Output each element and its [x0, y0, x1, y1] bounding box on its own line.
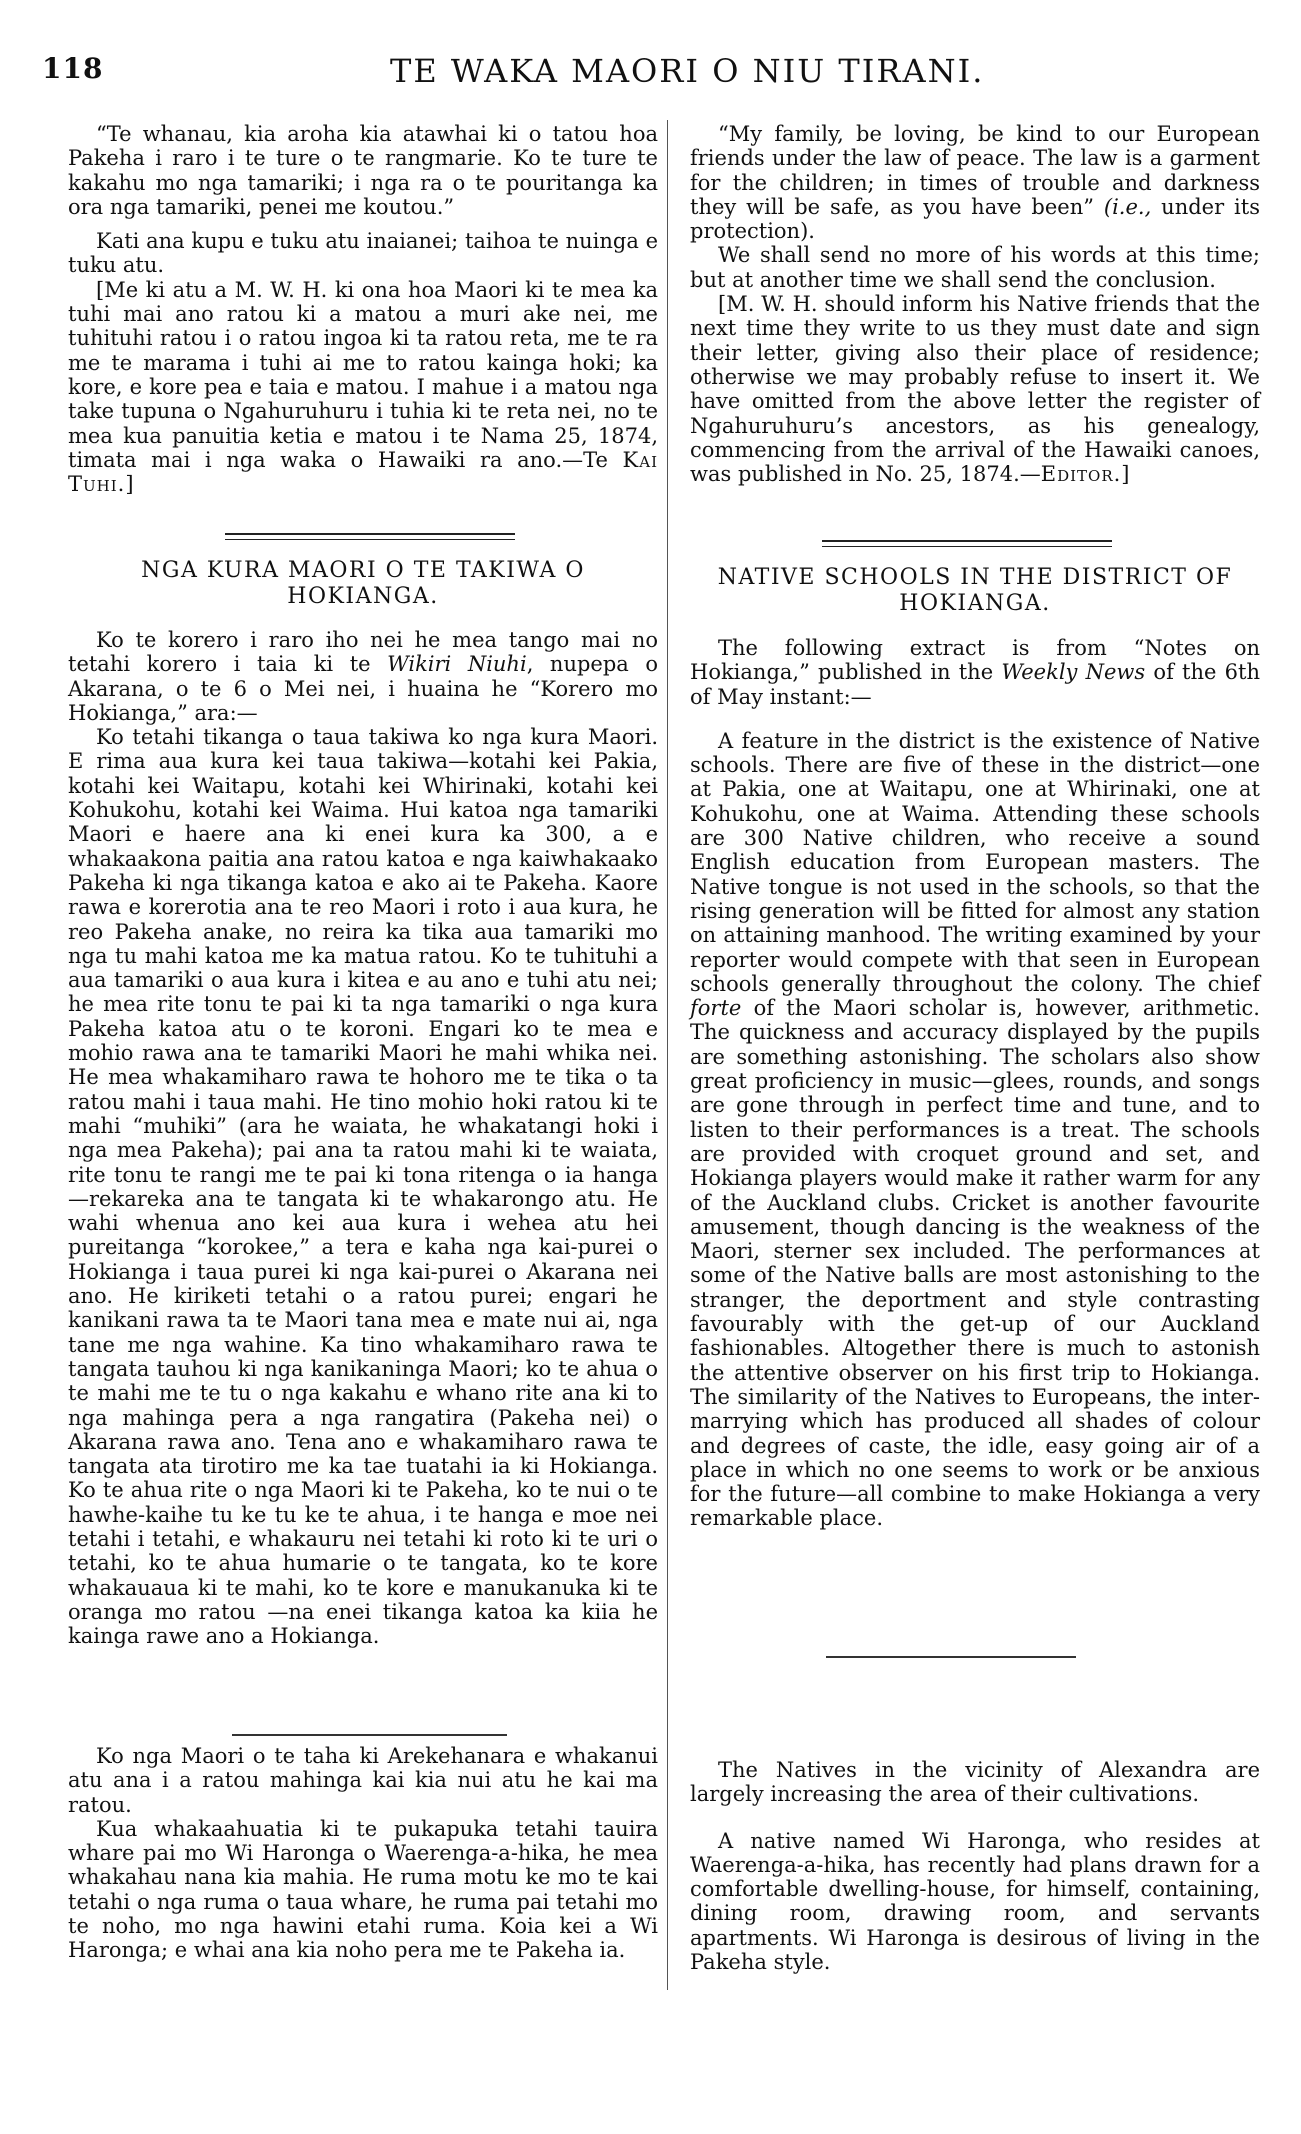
english-intro-text: The following extract is from “Notes on Hokianga,” published in the: [690, 636, 1260, 685]
maori-editor-note: [68, 278, 658, 497]
english-quote: [690, 122, 1260, 243]
english-intro-tail: of the 6th of May instant:—: [690, 660, 1260, 709]
maori-schools-article: [68, 628, 658, 1648]
english-quote-text: “My family, be loving, be kind to our European friends under the law of peace. The law is a garment for the children; in times of trouble and darkness they will be safe, as you have been”: [690, 122, 1260, 219]
english-send: We shall send no more of his words at this time; but at another time we shall send the conclusion.: [690, 243, 1260, 292]
maori-kati: Kati ana kupu e tuku atu inaianei; taihoa te nuinga e tuku atu.: [68, 229, 658, 278]
maori-editor-note-text: [Me ki atu a M. W. H. ki ona hoa Maori ki te mea ka tuhi mai ano ratou ki a matou a muri ake nei, me tuhituhi ratou i o ratou ingoa ki ta ratou reta, me te ra me te marama i tuhi ai me to ratou kainga hoki; ka kore, e kore pea e taia e matou. I mahue i a matou nga take tupuna o Ngahuruhuru i tuhia ki te reta nei, no te mea kua panuitia ketia e matou i te Nama 25, 1874, timata mai i nga waka o Hawaiki ra ano.—Te: [68, 277, 658, 472]
running-head: TE WAKA MAORI O NIU TIRANI.: [390, 52, 985, 90]
english-newspaper-name: Weekly News: [1001, 660, 1146, 685]
maori-haronga-item: Kua whakaahuatia ki te pukapuka tetahi tauira whare pai mo Wi Haronga o Waerenga-a-hika, he mea whakahau nana kia mahia. He ruma motu ke mo te kai tetahi o nga ruma o taua whare, he ruma pai tetahi mo te noho, mo nga hawini etahi ruma. Koia kei a Wi Haronga; e whai ana kia noho pera me te Pakeha ia.: [68, 1816, 658, 1963]
english-haronga-item: A native named Wi Haronga, who resides at Waerenga-a-hika, has recently had plans drawn for a comfortable dwelling-house, for himself, containing, dining room, drawing room, and servants apartments. Wi Haronga is desirous of living in the Pakeha style.: [690, 1828, 1260, 1975]
maori-quote: “Te whanau, kia aroha kia atawhai ki o tatou hoa Pakeha i raro i te ture o te rangmarie. Ko te ture te kakahu mo nga tamariki; i nga ra o te pouritanga ka ora nga tamariki, penei me koutou.”: [68, 122, 658, 219]
maori-editor-signature: Kai Tuhi.]: [68, 447, 658, 497]
maori-article-intro: [68, 628, 658, 725]
english-alexandra-item: The Natives in the vicinity of Alexandra are largely increasing the area of their cultivations.: [690, 1758, 1260, 1807]
english-body-tail: of the Maori scholar is, however, arithmetic. The quickness and accuracy displayed by the pupils are something astonishing. The scholars also show great proficiency in music—glees, rounds, and songs are gone through in perfect time and tune, and to listen to their performances is a treat. The schools are provided with croquet ground and set, and Hokianga players would make it rather warm for any of the Auckland clubs. Cricket is another favourite amusement, though dancing is the weakness of the Maori, sterner sex included. The performances at some of the Native balls are most astonishing to the stranger, the deportment and style contrasting favourably with the get-up of our Auckland fashionables. Altogether there is much to astonish the attentive observer on his first trip to Hokianga. The similarity of the Natives to Europeans, the inter-marrying which has produced all shades of colour and degrees of caste, the idle, easy going air of a place in which no one seems to work or be anxious for the future—all combine to make Hokianga a very remarkable place.: [690, 996, 1260, 1531]
maori-letter-conclusion: [68, 122, 658, 496]
english-article-intro: [690, 636, 1260, 709]
maori-alexandra-item: Ko nga Maori o te taha ki Arekehanara e whakanui atu ana i a ratou mahinga kai kia nui atu he kai ma ratou.: [68, 1744, 658, 1817]
maori-intro-tail: , nupepa o Akarana, o te 6 o Mei nei, i huaina he “Korero mo Hokianga,” ara:—: [68, 652, 658, 725]
maori-schools-heading: NGA KURA MAORI O TE TAKIWA O HOKIANGA.: [141, 558, 585, 609]
section-rule-right: [822, 540, 1112, 547]
native-schools-heading: NATIVE SCHOOLS IN THE DISTRICT OF HOKIANGA.: [717, 565, 1233, 616]
english-body-text: A feature in the district is the existence of Native schools. There are five of these in the district—one at Pakia, one at Waitapu, one at Whirinaki, one at Kohukohu, one at Waima. Attending these schools are 300 Native children, who receive a sound English education from European masters. The Native tongue is not used in the schools, so that the rising generation will be fitted for almost any station on attaining manhood. The writing examined by your reporter would compete with that seen in European schools generally throughout the colony. The chief: [690, 728, 1260, 996]
english-body-forte: forte: [690, 996, 742, 1021]
maori-short-news: [68, 1744, 658, 1963]
maori-newspaper-name: Wikiri Niuhi: [387, 652, 527, 677]
short-rule-left: [232, 1734, 507, 1736]
english-editor-note-text: [M. W. H. should inform his Native friends that the next time they write to us they must date and sign their letter, giving also their place of residence; otherwise we may probably refuse to insert it. We have omitted from the above letter the register of Ngahuruhuru’s ancestors, as his genealogy, commencing from the arrival of the Hawaiki canoes, was published in No. 25, 1874.—: [690, 292, 1260, 487]
english-quote-tail: under its protection).: [690, 194, 1260, 244]
english-article-body: [690, 729, 1260, 1531]
maori-intro-text: Ko te korero i raro iho nei he mea tango mai no tetahi korero i taia ki te: [68, 628, 658, 677]
short-rule-right: [826, 1656, 1076, 1658]
english-editor-signature: Editor.]: [1040, 462, 1131, 487]
column-divider: [667, 120, 668, 1990]
page-number: 118: [42, 52, 104, 85]
native-schools-article: [690, 636, 1260, 1531]
english-short-news: [690, 1758, 1260, 1974]
section-rule-left: [225, 533, 515, 540]
english-letter-conclusion: [690, 122, 1260, 486]
english-quote-ie: (i.e.,: [1103, 194, 1152, 219]
maori-article-body: Ko tetahi tikanga o taua takiwa ko nga kura Maori. E rima aua kura kei taua takiwa—kotahi kei Pakia, kotahi kei Waitapu, kotahi kei Whirinaki, kotahi kei Kohukohu, kotahi kei Waima. Hui katoa nga tamariki Maori e haere ana ki enei kura ka 300, a e whakaakona paitia ana ratou katoa e nga kaiwhakaako Pakeha ki nga tikanga katoa e ako ai te Pakeha. Kaore rawa e korerotia ana te reo Maori i roto i aua kura, he reo Pakeha anake, no reira ka tika aua tamariki mo nga tu mahi katoa me ka matua ratou. Ko te tuhituhi a aua tamariki o aua kura i kitea e au ano e tuhi atu nei; he mea rite tonu te pai ki ta nga tamariki o nga kura Pakeha katoa atu o te koroni. Engari ko te mea e mohio rawa ana te tamariki Maori he mahi whika nei. He mea whakamiharo rawa te hohoro me te tika o ta ratou mahi i taua mahi. He tino mohio hoki ratou ki te mahi “muhiki” (ara he waiata, he whakatangi hoki i nga mea Pakeha); pai ana ta ratou mahi ki te waiata, rite tonu te rangi me te pai ki tona ritenga o ia hanga—rekareka ana te tangata ki te whakarongo atu. He wahi whenua ano kei aua kura i wehea atu hei pureitanga “korokee,” a tera e kaha nga kai-purei o Hokianga i taua purei ki nga kai-purei o Akarana nei ano. He kiriketi tetahi o a ratou purei; engari he kanikani rawa ta te Maori tana mea e mate nui ai, nga tane me nga wahine. Ka tino whakamiharo rawa te tangata tauhou ki nga kanikaninga Maori; ko te ahua o te mahi me te tu o nga kakahu e whano rite ana ki to nga mahinga pera a nga rangatira (Pakeha nei) o Akarana rawa ano. Tena ano e whakamiharo rawa te tangata ata tirotiro me ka tae tuatahi ia ki Hokianga. Ko te ahua rite o nga Maori ki te Pakeha, ko te nui o te hawhe-kaihe tu ke tu ke te ahua, i te hanga e moe nei tetahi i tetahi, e whakauru nei tetahi ki roto ki te uri o tetahi, ko te ahua humarie o te tangata, ko te kore whakauaua ki te mahi, ko te kore e manukanuka ki te oranga mo ratou —na enei tikanga katoa ka kiia he kainga rawe ano a Hokianga.: [68, 725, 658, 1649]
english-editor-note: [690, 292, 1260, 486]
